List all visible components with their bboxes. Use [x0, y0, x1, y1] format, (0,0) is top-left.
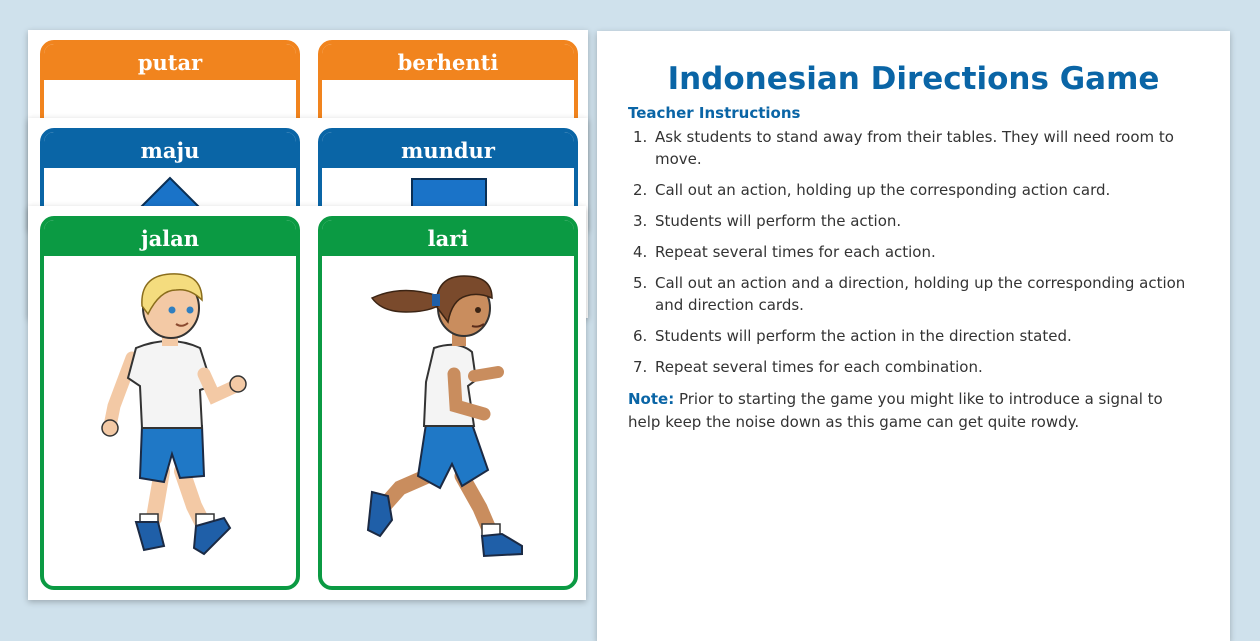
instructions-page — [597, 31, 1230, 641]
step-number: 3. — [633, 212, 648, 230]
card-label: lari — [322, 220, 574, 256]
step-number: 4. — [633, 243, 648, 261]
note-paragraph — [628, 388, 1193, 434]
instruction-step — [628, 325, 1198, 347]
green-card-sheet — [28, 206, 586, 600]
card-lari — [318, 216, 578, 590]
instruction-step — [628, 126, 1198, 170]
card-label: maju — [44, 132, 296, 168]
card-label: jalan — [44, 220, 296, 256]
step-number: 1. — [633, 128, 648, 146]
step-number: 2. — [633, 181, 648, 199]
step-text: Call out an action and a direction, holding up the corresponding action and direction cards. — [655, 274, 1186, 314]
step-text: Repeat several times for each action. — [655, 243, 936, 261]
note-label: Note: — [628, 390, 675, 408]
instruction-steps — [628, 126, 1198, 387]
walking-boy-icon — [44, 256, 296, 586]
card-label: putar — [44, 44, 296, 80]
instruction-step — [628, 356, 1198, 378]
running-girl-icon — [322, 256, 574, 586]
instruction-step — [628, 179, 1198, 201]
step-number: 5. — [633, 274, 648, 292]
card-label: berhenti — [322, 44, 574, 80]
instruction-step — [628, 272, 1198, 316]
step-text: Students will perform the action. — [655, 212, 902, 230]
page-title: Indonesian Directions Game — [667, 61, 1160, 97]
instructions-heading: Teacher Instructions — [628, 104, 801, 122]
step-number: 7. — [633, 358, 648, 376]
step-text: Repeat several times for each combination. — [655, 358, 983, 376]
instruction-step — [628, 210, 1198, 232]
step-number: 6. — [633, 327, 648, 345]
card-label: mundur — [322, 132, 574, 168]
step-text: Ask students to stand away from their tables. They will need room to move. — [655, 128, 1174, 168]
step-text: Call out an action, holding up the corresponding action card. — [655, 181, 1111, 199]
step-text: Students will perform the action in the direction stated. — [655, 327, 1072, 345]
note-text: Prior to starting the game you might like to introduce a signal to help keep the noise down as this game can get quite rowdy. — [628, 390, 1163, 431]
card-jalan — [40, 216, 300, 590]
instruction-step — [628, 241, 1198, 263]
